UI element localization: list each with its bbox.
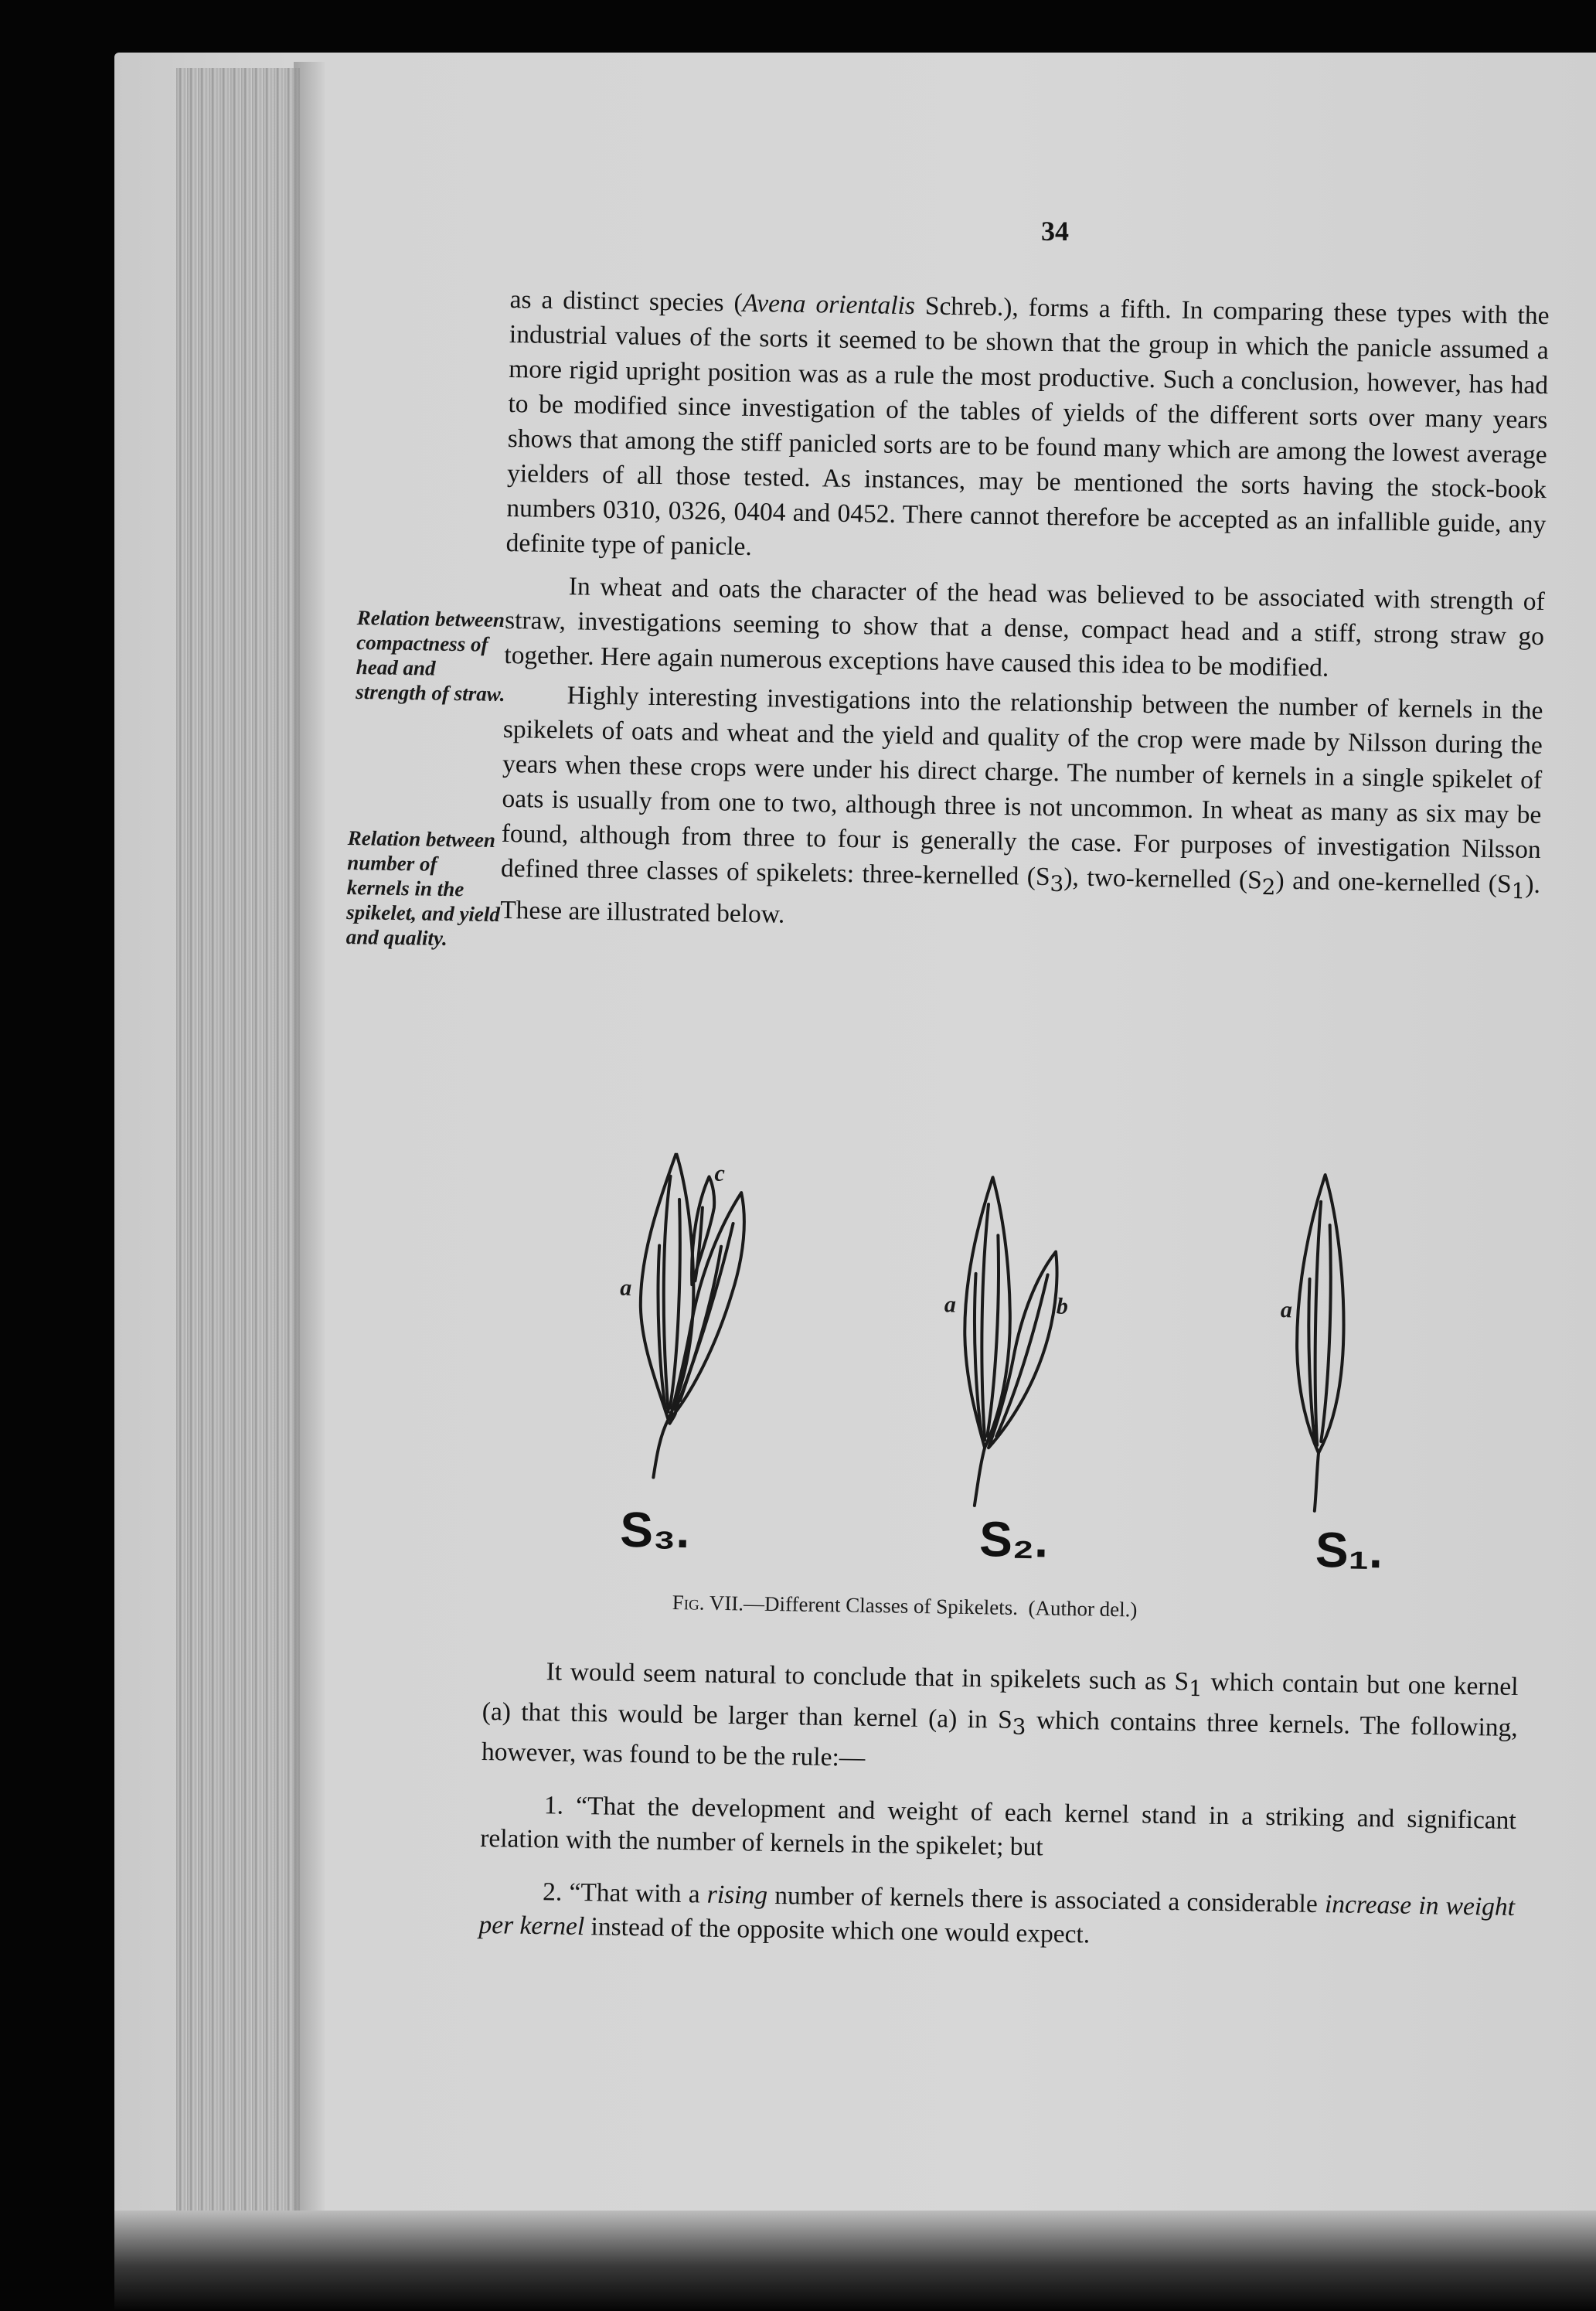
paragraph-3	[500, 677, 1543, 944]
p3-text-b: ), two-kernelled (S	[1063, 863, 1263, 895]
label-a-s3: a	[619, 1275, 632, 1301]
main-text-upper	[500, 282, 1550, 944]
caption-text: —Different Classes of Spikelets.	[743, 1591, 1019, 1620]
label-s3: S₃.	[619, 1501, 690, 1559]
p3-sub-1: 3	[1050, 870, 1064, 897]
label-c-s3: c	[714, 1160, 726, 1186]
paragraph-4	[482, 1654, 1519, 1785]
p3-sub-2: 2	[1261, 874, 1276, 900]
p6-text-c: instead of the opposite which one would expect.	[584, 1912, 1091, 1949]
spikelet-s2-drawing	[962, 1177, 1059, 1507]
species-name: Avena orientalis	[742, 288, 916, 321]
spine-shadow	[294, 62, 325, 2241]
main-text-lower	[478, 1654, 1519, 1959]
figure-spikelets	[580, 1152, 1499, 1598]
p6-text-a: 2. “That with a	[542, 1877, 708, 1909]
spikelet-s1-drawing	[1295, 1174, 1346, 1511]
paragraph-2: In wheat and oats the character of the head was believed to be associated with strength of straw, investigations seeming to show that a dense, compact head and a stiff, strong straw go together. Here again numerous exceptions have caused this idea to be modified.	[504, 572, 1545, 682]
p1-text-a: as a distinct species (	[509, 284, 743, 318]
p6-italic-rising: rising	[706, 1880, 768, 1911]
label-s1: S₁.	[1315, 1521, 1383, 1579]
p3-text-d: ). These are illustrated below.	[499, 870, 1541, 929]
spikelet-drawings	[580, 1152, 1499, 1598]
p6-text-b: number of kernels there is associated a considerable	[767, 1881, 1325, 1919]
p6-italic-increase: increase in weight per kernel	[478, 1890, 1516, 1942]
p3-text-a: Highly interesting investigations into the relationship between the number of kernels in the spikelets of oats and wheat and the yield and quality of the crop were made by Nilsson during the years when these crops were under his direct charge. The number of kernels in a single spikelet of oats is usually from one to two, although three is not uncommon. In wheat as many as six may be found, although from three to four is generally the case. For purposes of investigation Nilsson defined three classes of spikelets: three-kernelled (S	[500, 681, 1543, 892]
bottom-shadow	[114, 2211, 1596, 2311]
side-note-kernels: Relation between number of kernels in the spikelet, and yield and quality.	[345, 825, 501, 951]
label-a-s2: a	[944, 1292, 957, 1318]
side-note-compactness: Relation between compactness of head and strength of straw.	[356, 605, 505, 706]
caption-prefix: Fig. VII.	[672, 1591, 744, 1615]
label-a-s1: a	[1280, 1297, 1293, 1323]
page-edges-texture	[176, 68, 300, 2232]
label-s2: S₂.	[978, 1511, 1049, 1568]
p1-text-b: Schreb.), forms a fifth. In comparing these types with the industrial values of the sorts it seemed to be shown that the group in which the panicle assumed a more rigid upright position was as a rule the most productive. Such a conclusion, however, has had to be modified since investigation of the tables of yields of the different sorts over many years shows that among the stiff panicled sorts are to be found many which are among the lowest average yielders of all those tested. As instances, may be mentioned the sorts having the stock-book numbers 0310, 0326, 0404 and 0452. There cannot therefore be accepted as an infallible guide, any definite type of panicle.	[505, 291, 1550, 561]
label-b-s2: b	[1056, 1293, 1069, 1319]
spikelet-s3-drawing	[638, 1152, 745, 1479]
p4-sub-2: 3	[1012, 1714, 1026, 1740]
p4-text-b: which contain but one kernel (a) that this would be larger than kernel (a) in S	[482, 1667, 1519, 1734]
p3-text-c: ) and one-kernelled (S	[1275, 866, 1512, 899]
p4-text-c: which contains three kernels. The following, however, was found to be the rule:—	[481, 1705, 1518, 1773]
page-number: 34	[1041, 216, 1069, 247]
caption-credit: (Author del.)	[1028, 1596, 1138, 1622]
p4-text-a: It would seem natural to conclude that in spikelets such as S	[546, 1657, 1189, 1697]
p4-sub-1: 1	[1188, 1676, 1203, 1702]
scanner-background-top	[0, 0, 1596, 54]
p3-sub-3: 1	[1511, 878, 1526, 904]
rule-1: 1. “That the development and weight of each kernel stand in a striking and significant relation with the number of kernels in the spikelet; but	[479, 1791, 1517, 1862]
paragraph-1	[505, 282, 1549, 577]
